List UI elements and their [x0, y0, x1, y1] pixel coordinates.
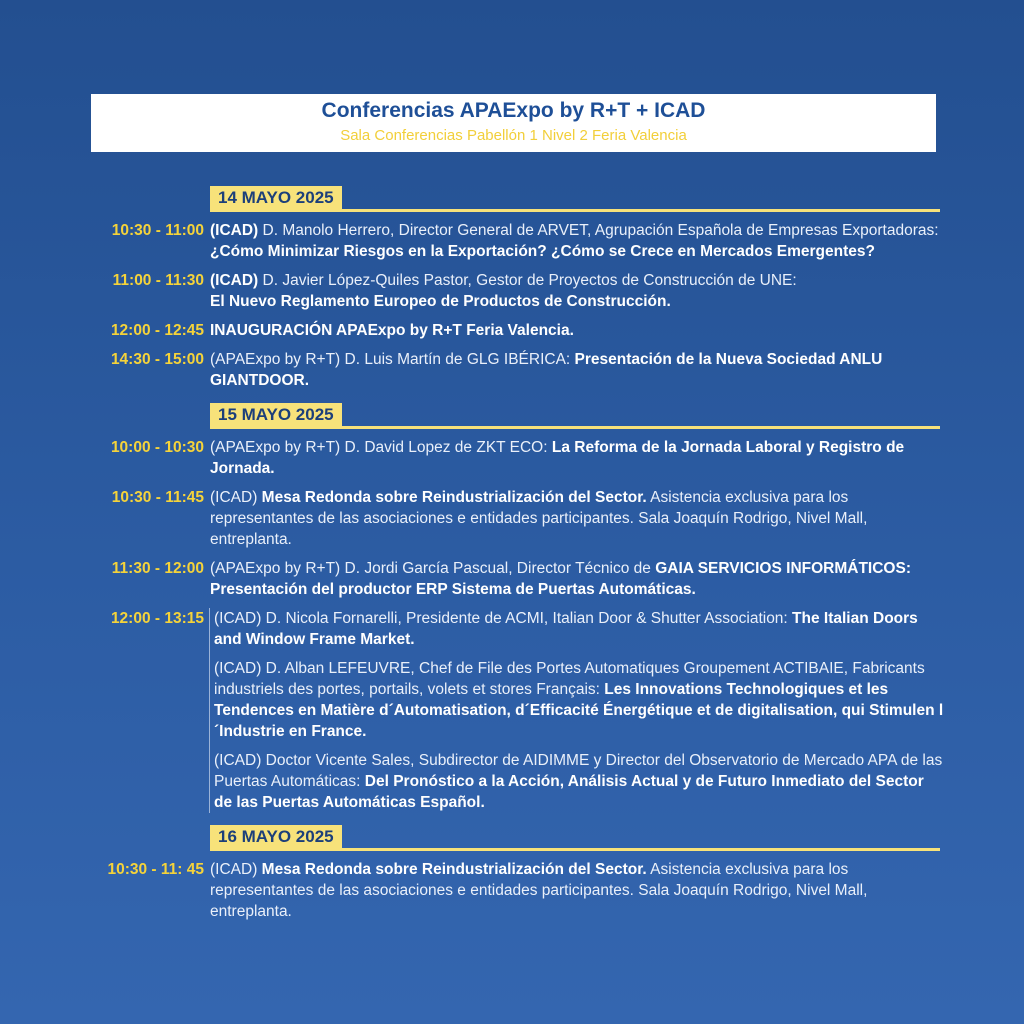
entry-time: 10:30 - 11:45 [111, 489, 204, 506]
talk-item [214, 608, 945, 650]
day-section [91, 823, 951, 922]
day-divider [210, 426, 940, 429]
day-header [210, 184, 951, 212]
entry-topic: ¿Cómo Minimizar Riesgos en la Exportación? ¿Cómo se Crece en Mercados Emergentes? [210, 243, 875, 260]
entry-org: (ICAD) [210, 272, 259, 289]
schedule-entry [91, 220, 951, 262]
entry-topic: The Italian Doors and Window Frame Market. [214, 610, 918, 648]
entry-topic: INAUGURACIÓN APAExpo by R+T Feria Valencia. [210, 322, 574, 339]
day-divider [210, 209, 940, 212]
schedule-entry [91, 487, 951, 550]
entry-speaker: (ICAD) D. Alban LEFEUVRE, Chef de File des Portes Automatiques Groupement ACTIBAIE, Fabricants industriels des portes, portails, volets et stores Français: [214, 660, 925, 698]
schedule-entry [91, 859, 951, 922]
entry-speaker: (ICAD) D. Nicola Fornarelli, Presidente de ACMI, Italian Door & Shutter Association: [214, 610, 793, 627]
day-header [210, 823, 951, 851]
day-date: 14 MAYO 2025 [210, 186, 342, 210]
entry-speaker: (APAExpo by R+T) D. Jordi García Pascual, Director Técnico de [210, 560, 656, 577]
entry-time: 10:30 - 11:00 [111, 222, 204, 239]
entry-topic: Del Pronóstico a la Acción, Análisis Actual y de Futuro Inmediato del Sector de las Puertas Automáticas Español. [214, 773, 924, 811]
entry-topic: Mesa Redonda sobre Reindustrialización del Sector. [261, 861, 647, 878]
talk-item [214, 658, 945, 742]
entry-time: 12:00 - 13:15 [110, 610, 204, 627]
schedule-entry [91, 270, 951, 312]
entry-description [210, 220, 951, 262]
entry-org: (ICAD) [210, 222, 259, 239]
page-title: Conferencias APAExpo by R+T + ICAD [321, 99, 706, 122]
entry-time: 12:00 - 12:45 [110, 322, 204, 339]
entry-topic: El Nuevo Reglamento Europeo de Productos de Construcción. [210, 293, 671, 310]
entry-topic: Presentación de la Nueva Sociedad ANLU GIANTDOOR. [210, 351, 883, 389]
entry-description [210, 859, 951, 922]
entry-topic: Les Innovations Technologiques et les Tendences en Matière d´Automatisation, d´Efficacité Énergétique et de digitalisation, qui Stimulen l´Industrie en France. [214, 681, 944, 740]
entry-time: 11:00 - 11:30 [112, 272, 204, 289]
entry-note: Asistencia exclusiva para los representantes de las asociaciones e entidades participantes. Sala Joaquín Rodrigo, Nivel Mall, entreplanta. [210, 861, 868, 920]
talk-item [214, 750, 945, 813]
entry-description [210, 437, 951, 479]
day-date: 16 MAYO 2025 [210, 825, 342, 849]
day-section [91, 184, 951, 391]
entry-time: 14:30 - 15:00 [110, 351, 204, 368]
day-section [91, 401, 951, 813]
entry-topic: Mesa Redonda sobre Reindustrialización del Sector. [261, 489, 647, 506]
entry-org-text: (ICAD) [210, 861, 262, 878]
entry-speaker: (APAExpo by R+T) D. Luis Martín de GLG IBÉRICA: [210, 351, 575, 368]
schedule-entry-multi [91, 608, 951, 813]
entry-time: 10:00 - 10:30 [110, 439, 204, 456]
entry-speaker: D. Manolo Herrero, Director General de ARVET, Agrupación Española de Empresas Exportadoras: [258, 222, 939, 239]
entry-time: 10:30 - 11: 45 [107, 861, 204, 878]
schedule [91, 184, 951, 932]
entry-description [210, 558, 951, 600]
schedule-entry [91, 437, 951, 479]
day-date: 15 MAYO 2025 [210, 403, 342, 427]
entry-speaker: (ICAD) Doctor Vicente Sales, Subdirector de AIDIMME y Director del Observatorio de Mercado APA de las Puertas Automáticas: [214, 752, 943, 790]
entry-description [210, 270, 951, 312]
schedule-entry [91, 558, 951, 600]
entry-description [210, 320, 951, 341]
day-header [210, 401, 951, 429]
page-subtitle: Sala Conferencias Pabellón 1 Nivel 2 Feria Valencia [340, 127, 687, 144]
schedule-entry [91, 349, 951, 391]
entry-description [210, 487, 951, 550]
entry-time: 11:30 - 12:00 [111, 560, 204, 577]
header-banner [91, 94, 936, 152]
entry-talk-group [209, 608, 951, 813]
day-divider [210, 848, 940, 851]
entry-topic: GAIA SERVICIOS INFORMÁTICOS: Presentación del productor ERP Sistema de Puertas Automáticas. [210, 560, 911, 598]
entry-speaker: D. Javier López-Quiles Pastor, Gestor de Proyectos de Construcción de UNE: [258, 272, 797, 289]
entry-org-text: (ICAD) [210, 489, 262, 506]
entry-note: Asistencia exclusiva para los representantes de las asociaciones e entidades participantes. Sala Joaquín Rodrigo, Nivel Mall, entreplanta. [210, 489, 868, 548]
entry-topic: La Reforma de la Jornada Laboral y Registro de Jornada. [210, 439, 905, 477]
schedule-entry [91, 320, 951, 341]
entry-description [210, 349, 951, 391]
entry-speaker: (APAExpo by R+T) D. David Lopez de ZKT ECO: [210, 439, 552, 456]
